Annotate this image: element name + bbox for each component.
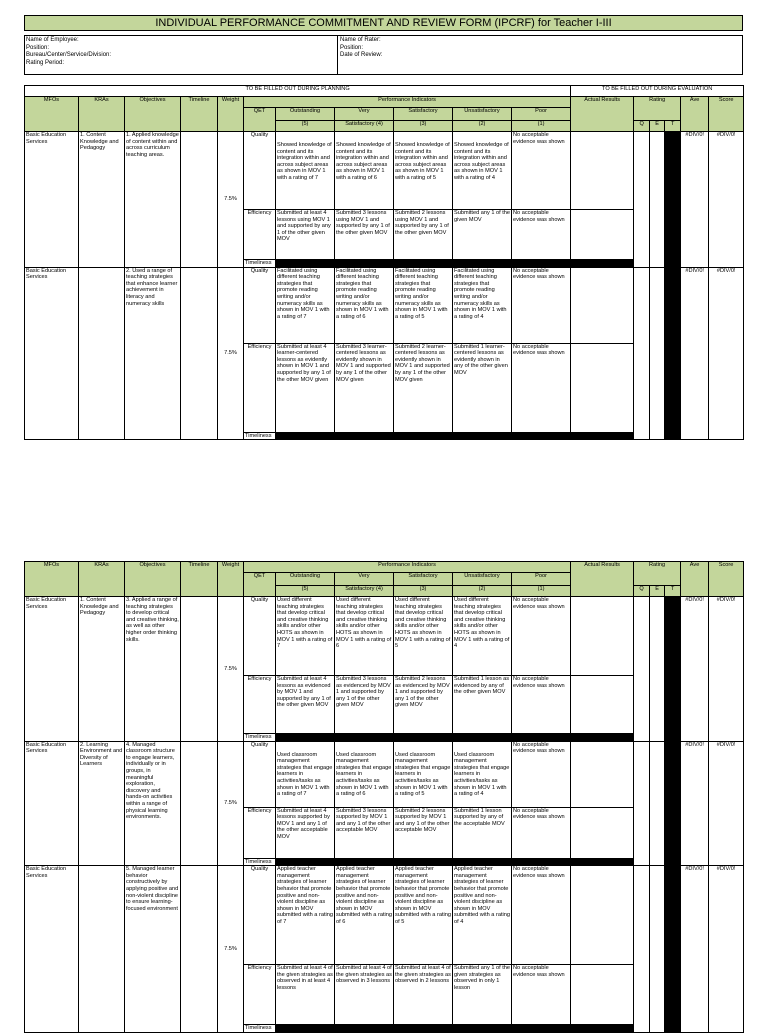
actual-results-cell[interactable] [571,866,634,965]
rating-t-cell [665,267,681,440]
mfo-cell: Basic Education Services [25,866,79,1033]
objective-cell: 5. Managed learner behavior constructively by applying positive and non-violent discipline to ensure learning-focused environment [125,866,181,1033]
efficiency-indicator: Submitted at least 4 learner-centered lessons as evidently shown in MOV 1 and supported by any 1 of the other MOV given [276,343,335,432]
review-date-label: Date of Review: [340,52,383,58]
timeliness-blackout [276,432,634,440]
score-cell: #DIV/0! [709,132,744,268]
objective-row [25,132,744,210]
satisfactory-score-header: (3) [394,121,453,132]
poor-header: Poor [512,108,571,121]
kras-header: KRAs [79,562,125,597]
table-1-header [25,86,744,97]
poor-score-header: (1) [512,121,571,132]
timeliness-blackout [276,260,634,268]
evaluation-header: TO BE FILLED OUT DURING EVALUATION [571,86,744,97]
satisfactory-header: Satisfactory [394,573,453,586]
ave-cell: #DIV/0! [681,132,709,268]
actual-results-cell[interactable] [571,741,634,807]
quality-indicator: Used classroom management strategies that engage learners in activities/tasks as shown in MOV 1 with a rating of 6 [335,741,394,807]
rating-period-label: Rating Period: [26,59,65,66]
rating-t-cell [665,741,681,866]
quality-indicator: No acceptable evidence was shown [512,597,571,676]
timeline-header: Timeline [181,97,218,132]
quality-indicator: No acceptable evidence was shown [512,741,571,807]
efficiency-indicator: Submitted 1 lesson supported by any of the acceptable MOV [453,807,512,858]
objective-row [25,866,744,965]
quality-indicator: Used different teaching strategies that develop critical and creative thinking skills and/or other HOTS as shown in MOV 1 with a rating of 4 [453,597,512,676]
quality-indicator: Used different teaching strategies that develop critical and creative thinking skills and/or other HOTS as shown in MOV 1 with a rating of 5 [394,597,453,676]
kra-cell [79,267,125,440]
rating-e-cell[interactable] [650,866,665,1033]
efficiency-indicator: Submitted 3 learner-centered lessons as evidently shown in MOV 1 and supported by any 1 of the other MOV given [335,343,394,432]
poor-score-header: (1) [512,586,571,597]
ipcrf-table-2 [24,561,744,1033]
rating-q-header: Q [634,586,650,597]
efficiency-indicator: No acceptable evidence was shown [512,807,571,858]
quality-indicator: No acceptable evidence was shown [512,267,571,343]
weight-header: Weight [218,562,244,597]
quality-indicator: Showed knowledge of content and its integration within and across subject areas as shown in MOV 1 with a rating of 6 [335,132,394,210]
timeliness-blackout [276,1025,634,1033]
efficiency-indicator: Submitted at least 4 of the given strategies as observed in 2 lessons [394,965,453,1025]
quality-indicator: Facilitated using different teaching strategies that promote reading writing and/or numeracy skills as shown in MOV 1 with a rating of 7 [276,267,335,343]
efficiency-indicator: Submitted at least 4 lessons supported by MOV 1 and any 1 of the other acceptable MOV [276,807,335,858]
mfo-cell: Basic Education Services [25,741,79,866]
performance-indicators-header: Performance Indicators [244,97,571,108]
quality-indicator: Applied teacher management strategies of learner behavior that promote positive and non-violent discipline as shown in MOV submitted with a rating of 5 [394,866,453,965]
efficiency-indicator: Submitted any 1 of the given strategies as observed in only 1 lesson [453,965,512,1025]
rating-t-header: T [665,586,681,597]
score-header: Score [709,97,744,132]
timeline-cell[interactable] [181,741,218,866]
timeliness-label: Timeliness [244,260,276,268]
timeliness-blackout [276,734,634,742]
mfo-cell: Basic Education Services [25,597,79,742]
timeline-cell[interactable] [181,132,218,268]
very-satisfactory-header: Very [335,108,394,121]
rating-t-header: T [665,121,681,132]
unsatisfactory-score-header: (2) [453,586,512,597]
quality-indicator: Used classroom management strategies that engage learners in activities/tasks as shown in MOV 1 with a rating of 5 [394,741,453,807]
quality-label: Quality [244,866,276,965]
objective-row [25,267,744,343]
quality-indicator: Applied teacher management strategies of learner behavior that promote positive and non-violent discipline as shown in MOV submitted with a rating of 4 [453,866,512,965]
planning-header: TO BE FILLED OUT DURING PLANNING [25,86,571,97]
mfo-cell: Basic Education Services [25,267,79,440]
very-satisfactory-header: Very [335,573,394,586]
employee-fields [26,37,111,67]
table-1-body [25,97,744,440]
efficiency-label: Efficiency [244,343,276,432]
weight-header: Weight [218,97,244,132]
rating-e-cell[interactable] [650,267,665,440]
objective-cell: 2. Used a range of teaching strategies that enhance learner achievement in literacy and numeracy skills [125,267,181,440]
score-cell: #DIV/0! [709,597,744,742]
outstanding-score-header: (5) [276,586,335,597]
very-satisfactory-score-header: Satisfactory (4) [335,586,394,597]
kras-header: KRAs [79,97,125,132]
actual-results-cell[interactable] [571,807,634,858]
efficiency-indicator: Submitted any 1 of the given MOV [453,210,512,260]
efficiency-indicator: No acceptable evidence was shown [512,676,571,734]
objective-cell: 3. Applied a range of teaching strategies to develop critical and creative thinking, as well as other higher order thinking skills. [125,597,181,742]
objectives-header: Objectives [125,97,181,132]
quality-label: Quality [244,597,276,676]
outstanding-header: Outstanding [276,573,335,586]
actual-results-cell[interactable] [571,267,634,343]
unsatisfactory-header: Unsatisfactory [453,573,512,586]
score-cell: #DIV/0! [709,741,744,866]
efficiency-indicator: No acceptable evidence was shown [512,210,571,260]
quality-indicator: Applied teacher management strategies of learner behavior that promote positive and non-violent discipline as shown in MOV submitted with a rating of 7 [276,866,335,965]
outstanding-header: Outstanding [276,108,335,121]
objectives-header: Objectives [125,562,181,597]
qet-header: QET [244,108,276,132]
very-satisfactory-score-header: Satisfactory (4) [335,121,394,132]
quality-indicator: Used different teaching strategies that develop critical and creative thinking skills and/or other HOTS as shown in MOV 1 with a rating of 7 [276,597,335,676]
timeline-header: Timeline [181,562,218,597]
actual-results-cell[interactable] [571,343,634,432]
ave-cell: #DIV/0! [681,597,709,742]
rating-e-cell[interactable] [650,597,665,742]
objective-row [25,597,744,676]
efficiency-indicator: Submitted 3 lessons using MOV 1 and supported by any 1 of the other given MOV [335,210,394,260]
mfo-cell: Basic Education Services [25,132,79,268]
kra-cell [79,866,125,1033]
rating-e-cell[interactable] [650,741,665,866]
rating-header: Rating [634,97,681,121]
timeliness-label: Timeliness [244,1025,276,1033]
timeliness-label: Timeliness [244,432,276,440]
actual-results-cell[interactable] [571,210,634,260]
rating-q-header: Q [634,121,650,132]
rating-t-cell [665,866,681,1033]
timeliness-label: Timeliness [244,734,276,742]
quality-indicator: Used classroom management strategies that engage learners in activities/tasks as shown in MOV 1 with a rating of 4 [453,741,512,807]
quality-label: Quality [244,267,276,343]
timeline-cell[interactable] [181,597,218,742]
rating-q-cell[interactable] [634,267,650,440]
weight-cell: 7.5% [218,597,244,742]
efficiency-indicator: No acceptable evidence was shown [512,965,571,1025]
mfos-header: MFOs [25,562,79,597]
rater-position-label: Position: [340,44,364,51]
employee-position-label: Position: [26,44,50,51]
objective-row [25,741,744,807]
efficiency-indicator: Submitted 2 lessons using MOV 1 and supported by any 1 of the other given MOV [394,210,453,260]
efficiency-label: Efficiency [244,807,276,858]
rater-fields [340,37,382,60]
score-header: Score [709,562,744,597]
efficiency-label: Efficiency [244,210,276,260]
efficiency-indicator: Submitted 2 learner-centered lessons as evidently shown in MOV 1 and supported by any 1 of the other MOV given [394,343,453,432]
rating-t-cell [665,597,681,742]
rating-e-cell[interactable] [650,132,665,268]
rating-t-cell [665,132,681,268]
unsatisfactory-score-header: (2) [453,121,512,132]
qet-header: QET [244,573,276,597]
outstanding-score-header: (5) [276,121,335,132]
efficiency-indicator: Submitted 2 lessons as evidenced by MOV 1 and supported by any 1 of the other given MOV [394,676,453,734]
quality-indicator: No acceptable evidence was shown [512,132,571,210]
actual-results-cell[interactable] [571,676,634,734]
actual-results-header: Actual Results [571,562,634,597]
performance-indicators-header: Performance Indicators [244,562,571,573]
efficiency-indicator: Submitted at least 4 of the given strategies as observed in 3 lessons [335,965,394,1025]
employee-name-label: Name of Employee: [26,37,79,43]
score-cell: #DIV/0! [709,866,744,1033]
rating-q-cell[interactable] [634,866,650,1033]
efficiency-label: Efficiency [244,965,276,1025]
actual-results-header: Actual Results [571,97,634,132]
quality-indicator: No acceptable evidence was shown [512,866,571,965]
quality-indicator: Facilitated using different teaching strategies that promote reading writing and/or numeracy skills as shown in MOV 1 with a rating of 6 [335,267,394,343]
quality-indicator: Showed knowledge of content and its integration within and across subject areas as shown in MOV 1 with a rating of 5 [394,132,453,210]
unsatisfactory-header: Unsatisfactory [453,108,512,121]
ave-cell: #DIV/0! [681,267,709,440]
ave-cell: #DIV/0! [681,741,709,866]
efficiency-indicator: Submitted 1 learner-centered lessons as evidently shown in any of the other given MOV [453,343,512,432]
kra-cell: 1. Content Knowledge and Pedagogy [79,132,125,268]
ave-header: Ave [681,562,709,597]
timeline-cell[interactable] [181,267,218,440]
ipcrf-table-1 [24,85,744,440]
table-2-body [25,562,744,1033]
quality-indicator: Applied teacher management strategies of learner behavior that promote positive and non-violent discipline as shown in MOV submitted with a rating of 6 [335,866,394,965]
rating-e-header: E [650,586,665,597]
timeliness-label: Timeliness [244,858,276,866]
objective-cell: 4. Managed classroom structure to engage learners, individually or in groups, in meaningful exploration, discovery and hands-on activities within a range of physical learning environments. [125,741,181,866]
satisfactory-score-header: (3) [394,586,453,597]
efficiency-indicator: Submitted at least 4 lessons using MOV 1 and supported by any 1 of the other given MOV [276,210,335,260]
weight-cell: 7.5% [218,741,244,866]
timeliness-blackout [276,858,634,866]
rating-header: Rating [634,562,681,586]
rater-name-label: Name of Rater: [340,37,381,43]
employee-info-box [24,35,743,75]
efficiency-indicator: Submitted at least 4 of the given strategies as observed in at least 4 lessons [276,965,335,1025]
actual-results-cell[interactable] [571,132,634,210]
efficiency-indicator: Submitted at least 4 lessons as evidenced by MOV 1 and supported by any 1 of the other given MOV [276,676,335,734]
efficiency-indicator: No acceptable evidence was shown [512,343,571,432]
poor-header: Poor [512,573,571,586]
weight-cell: 7.5% [218,866,244,1033]
quality-indicator: Used classroom management strategies that engage learners in activities/tasks as shown in MOV 1 with a rating of 7 [276,741,335,807]
weight-cell: 7.5% [218,132,244,268]
form-title: INDIVIDUAL PERFORMANCE COMMITMENT AND REVIEW FORM (IPCRF) for Teacher I-III [24,15,743,31]
efficiency-indicator: Submitted 3 lessons as evidenced by MOV 1 and supported by any 1 of the other given MOV [335,676,394,734]
kra-cell: 1. Content Knowledge and Pedagogy [79,597,125,742]
actual-results-cell[interactable] [571,965,634,1025]
quality-label: Quality [244,741,276,807]
quality-indicator: Used different teaching strategies that develop critical and creative thinking skills and/or other HOTS as shown in MOV 1 with a rating of 6 [335,597,394,676]
quality-indicator: Facilitated using different teaching strategies that promote reading writing and/or numeracy skills as shown in MOV 1 with a rating of 4 [453,267,512,343]
objective-cell: 1. Applied knowledge of content within and across curriculum teaching areas. [125,132,181,268]
actual-results-cell[interactable] [571,597,634,676]
employee-bureau-label: Bureau/Center/Service/Division: [26,52,112,58]
rating-q-cell[interactable] [634,597,650,742]
kra-cell: 2. Learning Environment and Diversity of Learners [79,741,125,866]
ave-cell: #DIV/0! [681,866,709,1033]
score-cell: #DIV/0! [709,267,744,440]
efficiency-indicator: Submitted 3 lessons supported by MOV 1 and any 1 of the other acceptable MOV [335,807,394,858]
mfos-header: MFOs [25,97,79,132]
efficiency-label: Efficiency [244,676,276,734]
ave-header: Ave [681,97,709,132]
rating-e-header: E [650,121,665,132]
quality-label: Quality [244,132,276,210]
quality-indicator: Showed knowledge of content and its integration within and across subject areas as shown in MOV 1 with a rating of 4 [453,132,512,210]
rating-q-cell[interactable] [634,741,650,866]
weight-cell: 7.5% [218,267,244,440]
timeline-cell[interactable] [181,866,218,1033]
efficiency-indicator: Submitted 2 lessons supported by MOV 1 and any 1 of the other acceptable MOV [394,807,453,858]
satisfactory-header: Satisfactory [394,108,453,121]
rating-q-cell[interactable] [634,132,650,268]
efficiency-indicator: Submitted 1 lesson as evidenced by any of the other given MOV [453,676,512,734]
quality-indicator: Showed knowledge of content and its integration within and across subject areas as shown in MOV 1 with a rating of 7 [276,132,335,210]
quality-indicator: Facilitated using different teaching strategies that promote reading writing and/or numeracy skills as shown in MOV 1 with a rating of 5 [394,267,453,343]
